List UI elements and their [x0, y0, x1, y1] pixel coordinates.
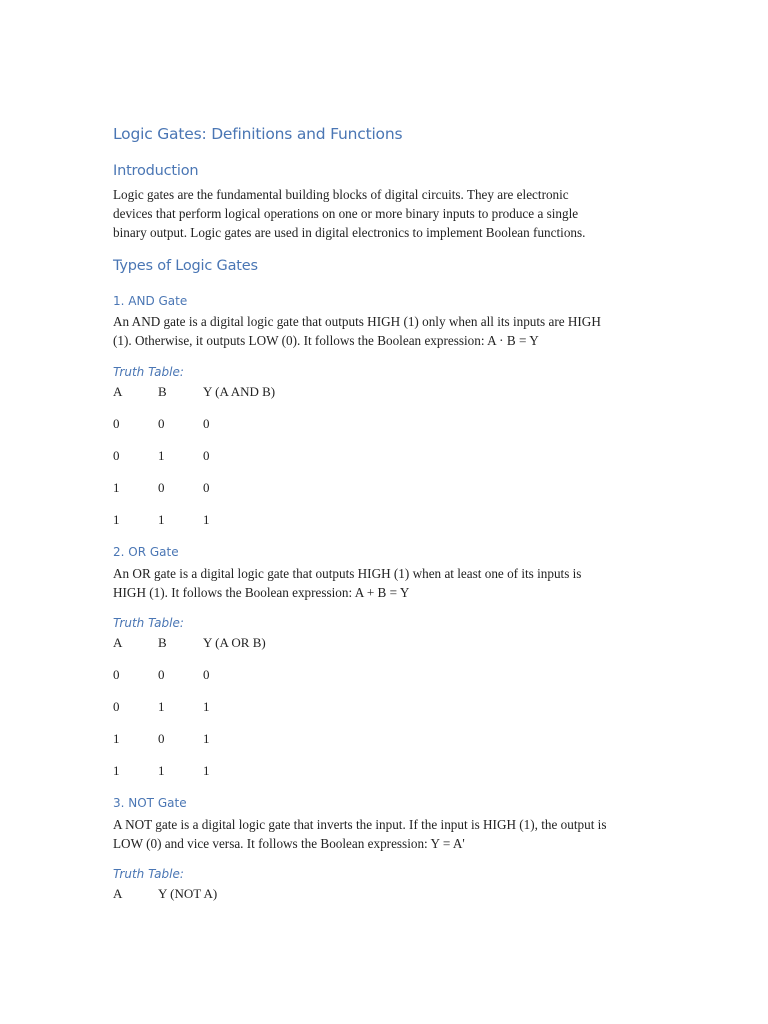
table-header-cell: Y (A AND B) — [203, 384, 276, 399]
table-cell: 1 — [203, 763, 210, 778]
intro-line: devices that perform logical operations on one or more binary inputs to produce a single — [113, 206, 579, 221]
table-cell: 1 — [113, 512, 120, 527]
table-cell: 0 — [203, 480, 210, 495]
or-gate-heading: 2. OR Gate — [113, 545, 179, 559]
and-gate-heading: 1. AND Gate — [113, 294, 188, 308]
not-gate-paragraph — [113, 815, 673, 853]
or-gate-line: An OR gate is a digital logic gate that outputs HIGH (1) when at least one of its inputs is — [113, 566, 582, 581]
not-truth-table-label: Truth Table: — [113, 867, 184, 881]
types-heading: Types of Logic Gates — [113, 258, 258, 274]
and-truth-table-label: Truth Table: — [113, 365, 184, 379]
not-gate-line: A NOT gate is a digital logic gate that inverts the input. If the input is HIGH (1), the output is — [113, 817, 607, 832]
intro-heading: Introduction — [113, 163, 199, 179]
not-gate-heading: 3. NOT Gate — [113, 796, 187, 810]
table-cell: 0 — [113, 699, 120, 714]
intro-paragraph — [113, 185, 673, 242]
table-cell: 0 — [158, 731, 165, 746]
table-cell: 1 — [113, 763, 120, 778]
and-gate-paragraph — [113, 312, 673, 350]
table-header-cell: A — [113, 384, 123, 399]
table-cell: 0 — [113, 416, 120, 431]
and-gate-line: (1). Otherwise, it outputs LOW (0). It follows the Boolean expression: A · B = Y — [113, 333, 539, 348]
table-header-cell: Y (NOT A) — [158, 886, 218, 901]
table-cell: 1 — [203, 699, 210, 714]
table-cell: 1 — [113, 731, 120, 746]
table-cell: 0 — [113, 448, 120, 463]
table-cell: 1 — [158, 512, 165, 527]
table-cell: 1 — [113, 480, 120, 495]
table-cell: 0 — [113, 667, 120, 682]
table-cell: 0 — [158, 667, 165, 682]
table-cell: 0 — [203, 448, 210, 463]
not-gate-line: LOW (0) and vice versa. It follows the Boolean expression: Y = A' — [113, 836, 465, 851]
table-header-cell: Y (A OR B) — [203, 635, 266, 650]
intro-line: Logic gates are the fundamental building blocks of digital circuits. They are electronic — [113, 187, 569, 202]
table-cell: 0 — [203, 416, 210, 431]
and-gate-line: An AND gate is a digital logic gate that outputs HIGH (1) only when all its inputs are HIGH — [113, 314, 601, 329]
table-cell: 1 — [203, 731, 210, 746]
or-gate-line: HIGH (1). It follows the Boolean expression: A + B = Y — [113, 585, 410, 600]
table-header-cell: A — [113, 635, 123, 650]
table-cell: 0 — [203, 667, 210, 682]
table-header-cell: A — [113, 886, 123, 901]
table-header-cell: B — [158, 635, 167, 650]
document-title: Logic Gates: Definitions and Functions — [113, 125, 403, 143]
table-cell: 1 — [158, 763, 165, 778]
table-cell: 0 — [158, 480, 165, 495]
intro-line: binary output. Logic gates are used in digital electronics to implement Boolean functions. — [113, 225, 586, 240]
table-cell: 1 — [158, 699, 165, 714]
table-cell: 1 — [158, 448, 165, 463]
table-header-cell: B — [158, 384, 167, 399]
or-truth-table-label: Truth Table: — [113, 616, 184, 630]
table-cell: 1 — [203, 512, 210, 527]
table-cell: 0 — [158, 416, 165, 431]
or-gate-paragraph — [113, 564, 673, 602]
